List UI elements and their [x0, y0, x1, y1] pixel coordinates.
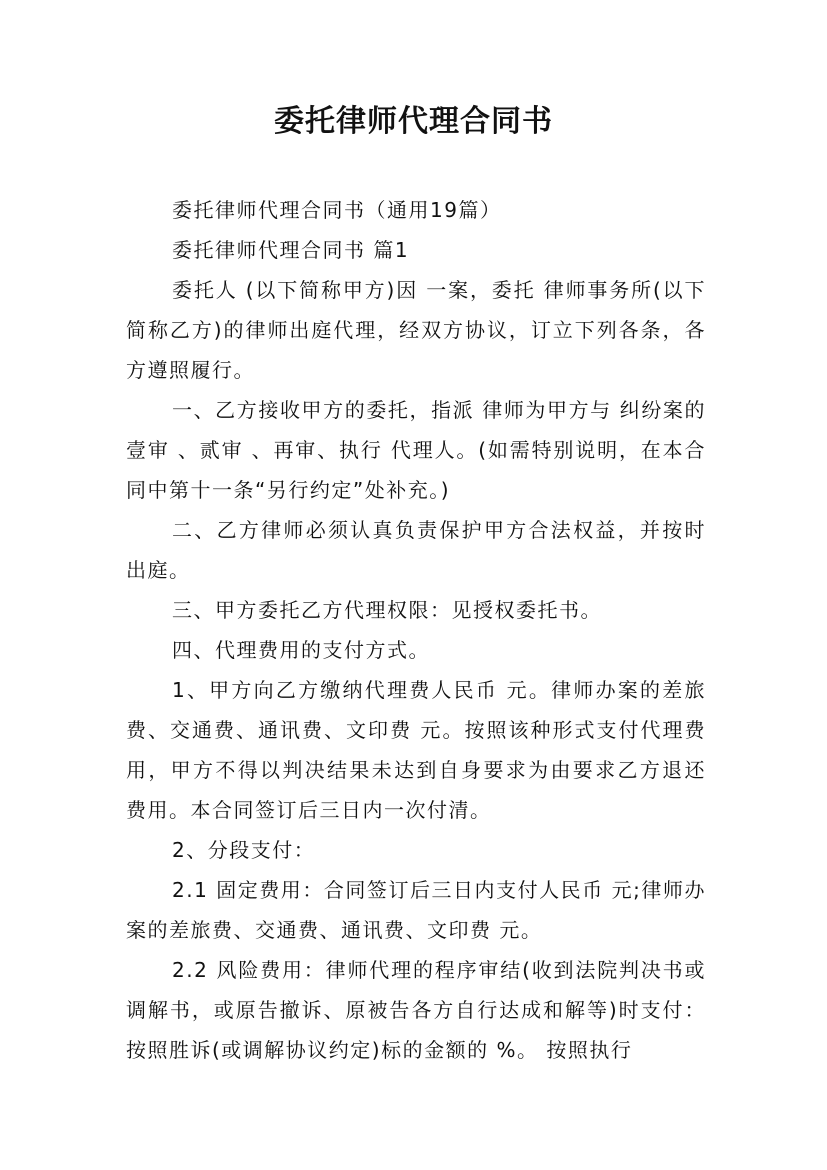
paragraph-risk-fee: 2.2 风险费用：律师代理的程序审结(收到法院判决书或调解书，或原告撤诉、原被告各方自行达成和解等)时支付：按照胜诉(或调解协议约定)标的金额的 %。 按照执行	[126, 958, 706, 1062]
paragraph-clause-1: 一、乙方接收甲方的委托，指派 律师为甲方与 纠纷案的 壹审 、贰审 、再审、执行 代理人。(如需特别说明，在本合同中第十一条“另行约定”处补充。)	[126, 398, 706, 502]
paragraph-clause-4: 四、代理费用的支付方式。	[172, 638, 430, 662]
document-body	[126, 190, 706, 1070]
paragraph-fixed-fee: 2.1 固定费用：合同签订后三日内支付人民币 元;律师办案的差旅费、交通费、通讯费、文印费 元。	[126, 878, 706, 942]
paragraph-subtitle: 委托律师代理合同书（通用19篇）	[172, 198, 502, 222]
paragraph-payment-2: 2、分段支付：	[172, 838, 316, 862]
paragraph-section-heading: 委托律师代理合同书 篇1	[172, 238, 410, 262]
paragraph-intro: 委托人 (以下简称甲方)因 一案，委托 律师事务所(以下简称乙方)的律师出庭代理，经双方协议，订立下列各条，各方遵照履行。	[126, 278, 706, 382]
paragraph-clause-3: 三、甲方委托乙方代理权限：见授权委托书。	[172, 598, 602, 622]
paragraph-payment-1: 1、甲方向乙方缴纳代理费人民币 元。律师办案的差旅费、交通费、通讯费、文印费 元。按照该种形式支付代理费用，甲方不得以判决结果未达到自身要求为由要求乙方退还费用。本合同签订后三日内一次付清。	[126, 678, 706, 822]
paragraph-clause-2: 二、乙方律师必须认真负责保护甲方合法权益，并按时出庭。	[126, 518, 706, 582]
document-title: 委托律师代理合同书	[274, 104, 553, 139]
